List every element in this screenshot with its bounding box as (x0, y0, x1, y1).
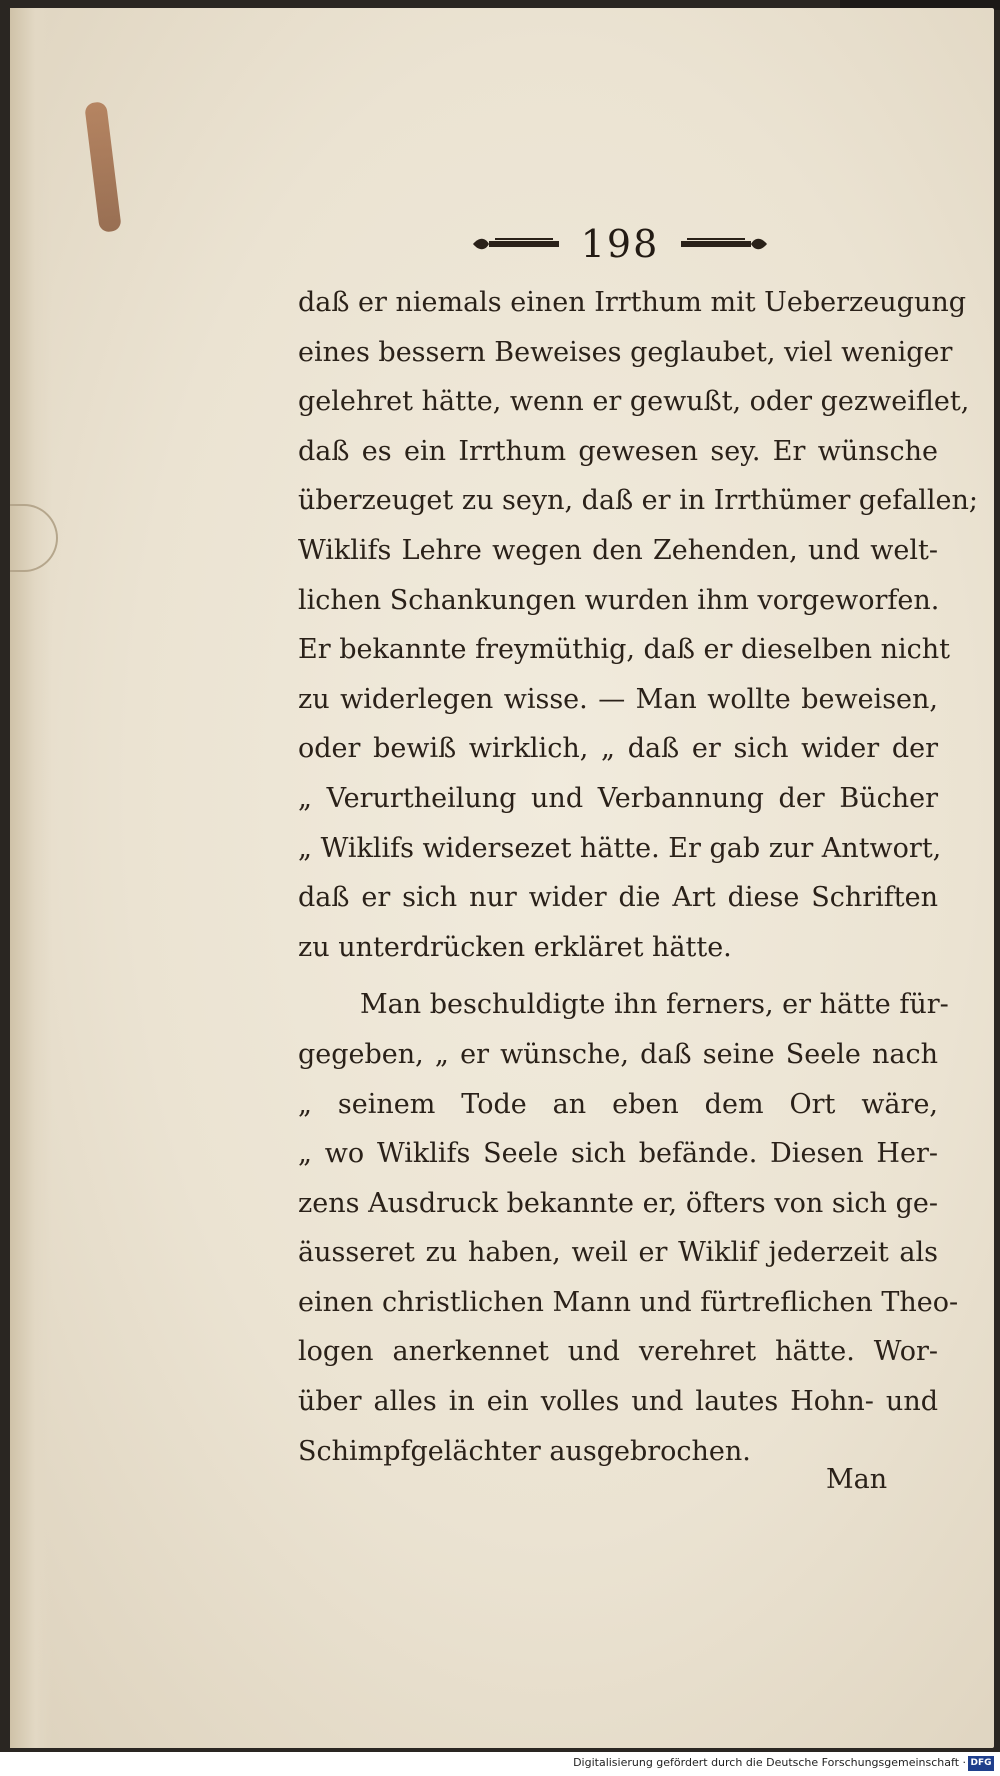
page-header (460, 224, 780, 264)
text-line: eines bessern Beweises geglaubet, viel weniger (298, 336, 953, 368)
page-stain (84, 101, 122, 233)
text-line: gegeben, „ er wünsche, daß seine Seele nach (298, 1038, 938, 1070)
paragraph-gap (298, 972, 938, 980)
text-line: einen christlichen Mann und fürtreflichen Theo- (298, 1286, 959, 1318)
text-line: „ Verurtheilung und Verbannung der Bücher (298, 782, 938, 814)
text-line: logen anerkennet und verehret hätte. Wor- (298, 1336, 938, 1368)
text-line: äusseret zu haben, weil er Wiklif jederzeit als (298, 1237, 938, 1269)
text-line: zu unterdrücken erkläret hätte. (298, 931, 732, 963)
header-ornament-left-icon (471, 235, 561, 253)
text-line: Er bekannte freymüthig, daß er dieselben nicht (298, 634, 951, 666)
text-line: oder bewiß wirklich, „ daß er sich wider der (298, 733, 938, 765)
text-line: daß es ein Irrthum gewesen sey. Er wünsche (298, 435, 938, 467)
page-number: 198 (580, 222, 660, 266)
text-line: Schimpfgelächter ausgebrochen. (298, 1435, 751, 1467)
text-line: überzeuget zu seyn, daß er in Irrthümer gefallen; (298, 485, 979, 517)
footer-bar (0, 1752, 1000, 1776)
text-line: „ seinem Tode an eben dem Ort wäre, (298, 1088, 938, 1120)
text-line: zens Ausdruck bekannte er, öfters von sich ge- (298, 1187, 938, 1219)
catchword: Man (826, 1464, 888, 1495)
text-line: daß er niemals einen Irrthum mit Ueberzeugung (298, 287, 966, 318)
text-line: Man beschuldigte ihn ferners, er hätte für- (360, 989, 949, 1021)
text-line: daß er sich nur wider die Art diese Schriften (298, 882, 938, 914)
text-line: zu widerlegen wisse. — Man wollte beweisen, (298, 683, 938, 715)
text-line: „ wo Wiklifs Seele sich befände. Diesen Her- (298, 1138, 938, 1170)
text-line: Wiklifs Lehre wegen den Zehenden, und welt- (298, 534, 938, 566)
body-text (298, 278, 979, 1476)
page-spine-edge (10, 8, 52, 1748)
digitization-credit: Digitalisierung gefördert durch die Deutsche Forschungsgemeinschaft · (573, 1756, 966, 1769)
text-line: gelehret hätte, wenn er gewußt, oder gezweiflet, (298, 386, 970, 418)
text-line: über alles in ein volles und lautes Hohn- und (298, 1386, 938, 1418)
text-line: „ Wiklifs widersezet hätte. Er gab zur Antwort, (298, 832, 942, 864)
dfg-logo: DFG (968, 1756, 994, 1771)
text-line: lichen Schankungen wurden ihm vorgeworfen. (298, 584, 940, 616)
header-ornament-right-icon (679, 235, 769, 253)
